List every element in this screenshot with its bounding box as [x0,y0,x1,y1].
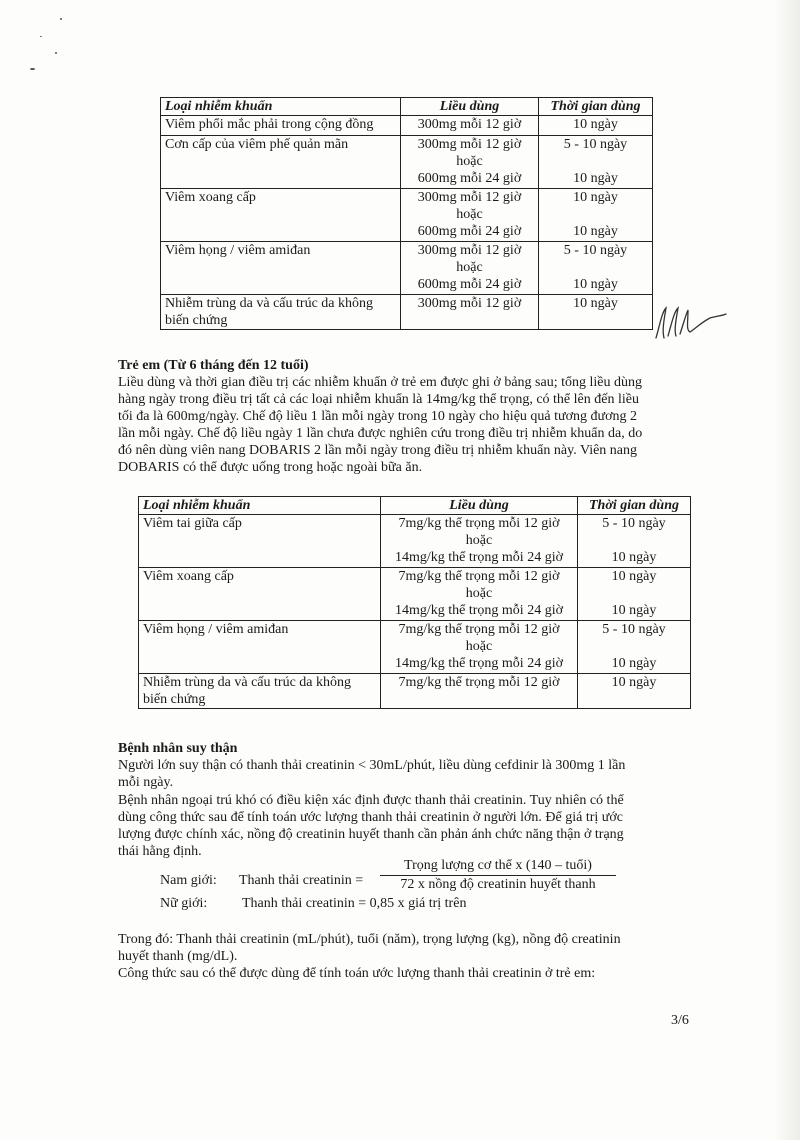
duration-cell-line: 10 ngày [573,117,618,132]
infection-type-cell-line: Viêm xoang cấp [143,569,234,584]
table-header-row [139,497,691,515]
dose-cell [401,189,539,242]
duration-cell-line: 5 - 10 ngày [602,516,666,531]
duration-cell-line [543,206,648,223]
dose-cell-line: 300mg mỗi 12 giờ [417,296,522,311]
child-dosage-table [138,496,691,709]
header-duration: Thời gian dùng [578,497,691,515]
duration-cell-line: 10 ngày [611,569,657,584]
renal-paragraph-4 [118,965,595,982]
dose-cell-line: 14mg/kg thể trọng mỗi 24 giờ [394,550,563,565]
renal-heading: Bệnh nhân suy thận [118,741,238,756]
scan-speck [55,52,57,54]
duration-cell [539,116,653,136]
table-header-row [161,98,653,116]
duration-cell [539,295,653,330]
duration-cell-line: 5 - 10 ngày [563,243,628,258]
dose-cell-line: 300mg mỗi 12 giờ [417,137,522,152]
text-line: huyết thanh (mg/dL). [118,949,238,964]
infection-type-cell [161,189,401,242]
dose-cell-line: 7mg/kg thể trọng mỗi 12 giờ [398,622,560,637]
duration-cell-line: 10 ngày [611,603,657,618]
infection-type-cell-line: Viêm họng / viêm amiđan [143,622,289,637]
infection-type-cell-line: Cơn cấp của viêm phế quản mãn [165,137,349,152]
text-line: Bệnh nhân ngoại trú khó có điều kiện xác định được thanh thải creatinin. Tuy nhiên có thể [118,793,624,808]
dose-cell-line: 300mg mỗi 12 giờ [417,190,522,205]
dose-cell [381,515,578,568]
text-line: đó nên dùng viên nang DOBARIS 2 lần mỗi ngày trong điều trị nhiễm khuẩn này. Viên nang [118,443,638,458]
dose-cell-line: 300mg mỗi 12 giờ [417,117,522,132]
formula-male-label: Nam giới: [160,873,217,888]
dose-cell-line: 14mg/kg thể trọng mỗi 24 giờ [394,656,563,671]
text-line: Công thức sau có thể được dùng để tính toán ước lượng thanh thải creatinin ở trẻ em: [118,966,596,981]
table-row [161,136,653,189]
dose-cell [381,621,578,674]
formula-denominator: 72 x nồng độ creatinin huyết thanh [400,877,596,892]
renal-paragraph-3 [118,931,621,965]
table-row [161,242,653,295]
text-line: Liều dùng và thời gian điều trị các nhiễm khuẩn ở trẻ em được ghi ở bảng sau; tổng liều dùng [118,375,642,390]
text-line: hàng ngày trong điều trị tất cả các loại nhiễm khuẩn là 14mg/kg thể trọng, có thể lên đến liều [118,392,639,407]
renal-paragraph-1 [118,757,625,791]
duration-cell-line: 10 ngày [573,190,618,205]
infection-type-cell-line: Viêm phổi mắc phải trong cộng đồng [165,117,374,132]
children-paragraph [118,374,642,476]
dose-cell-line: 600mg mỗi 24 giờ [417,171,522,186]
text-line: dùng công thức sau để tính toán ước lượng thanh thải creatinin ở người lớn. Để giá trị ước [118,810,623,825]
formula-fraction [380,858,616,893]
child-table-body [139,515,691,709]
dose-cell [381,674,578,709]
page-edge-shadow [774,0,800,1140]
scan-speck [60,18,62,20]
renal-paragraph-2 [118,792,624,860]
scan-speck [40,36,42,37]
duration-cell [578,568,691,621]
table-row [161,189,653,242]
text-line: Người lớn suy thận có thanh thải creatinin < 30mL/phút, liều dùng cefdinir là 300mg 1 lần [118,758,626,773]
duration-cell [539,189,653,242]
duration-cell [578,674,691,709]
duration-cell-line: 5 - 10 ngày [563,137,628,152]
infection-type-cell [139,621,381,674]
infection-type-cell [161,136,401,189]
duration-cell [578,515,691,568]
table-row [139,674,691,709]
formula-male-lhs: Thanh thải creatinin = [239,873,364,888]
infection-type-cell-line: Viêm xoang cấp [165,190,256,205]
infection-type-cell [161,242,401,295]
infection-type-cell-line: Nhiễm trùng da và cấu trúc da không [165,296,373,311]
duration-cell-line: 10 ngày [573,224,618,239]
dose-cell [401,295,539,330]
text-line: thái hằng định. [118,844,202,859]
duration-cell-line [543,259,648,276]
duration-cell-line: 10 ngày [611,550,657,565]
infection-type-cell-line: Viêm tai giữa cấp [143,516,242,531]
duration-cell-line: 10 ngày [611,656,657,671]
table-row [139,621,691,674]
formula-female-label: Nữ giới: [160,896,208,911]
duration-cell-line: 10 ngày [573,277,618,292]
dose-cell [401,242,539,295]
text-line: DOBARIS có thể được uống trong hoặc ngoài bữa ăn. [118,460,423,475]
text-line: tối đa là 600mg/ngày. Chế độ liều 1 lần mỗi ngày trong 10 ngày cho hiệu quả tương đương 2 [118,409,637,424]
duration-cell [539,136,653,189]
duration-cell-line: 5 - 10 ngày [602,622,666,637]
dose-cell-line: hoặc [465,586,493,601]
infection-type-cell [161,295,401,330]
header-duration: Thời gian dùng [539,98,653,116]
dose-cell [401,136,539,189]
duration-cell-line [582,532,686,549]
infection-type-cell [139,568,381,621]
adult-dosage-table [160,97,653,330]
dose-cell-line: hoặc [465,639,493,654]
dose-cell [401,116,539,136]
table-row [161,295,653,330]
dose-cell-line: hoặc [456,207,483,222]
duration-cell [578,621,691,674]
formula-numerator: Trọng lượng cơ thể x (140 – tuổi) [380,858,616,876]
header-infection-type: Loại nhiễm khuẩn [161,98,401,116]
infection-type-cell [139,515,381,568]
infection-type-cell [161,116,401,136]
infection-type-cell-line: biến chứng [143,692,206,707]
text-line: lần mỗi ngày. Chế độ liều ngày 1 lần chưa được nghiên cứu trong điều trị nhiễm khuẩn da, do [118,426,643,441]
header-infection-type: Loại nhiễm khuẩn [139,497,381,515]
text-line: mỗi ngày. [118,775,174,790]
text-line: lượng được chính xác, nồng độ creatinin huyết thanh cần phản ánh chức năng thận ở trạng [118,827,624,842]
table-row [139,515,691,568]
duration-cell-line: 10 ngày [611,675,657,690]
infection-type-cell-line: Viêm họng / viêm amiđan [165,243,311,258]
handwritten-signature [650,296,730,352]
dose-cell-line: 600mg mỗi 24 giờ [417,277,522,292]
dose-cell-line: 14mg/kg thể trọng mỗi 24 giờ [394,603,563,618]
duration-cell-line [543,153,648,170]
children-heading: Trẻ em (Từ 6 tháng đến 12 tuổi) [118,358,309,373]
dose-cell-line: 7mg/kg thể trọng mỗi 12 giờ [398,675,560,690]
infection-type-cell-line: Nhiễm trùng da và cấu trúc da không [143,675,351,690]
adult-table-body [161,116,653,330]
header-dose: Liều dùng [401,98,539,116]
dose-cell-line: 7mg/kg thể trọng mỗi 12 giờ [398,516,560,531]
text-line: Trong đó: Thanh thải creatinin (mL/phút), tuổi (năm), trọng lượng (kg), nồng độ creatinin [118,932,621,947]
table-row [161,116,653,136]
duration-cell-line: 10 ngày [573,296,618,311]
duration-cell-line [582,638,686,655]
dose-cell-line: 7mg/kg thể trọng mỗi 12 giờ [398,569,560,584]
formula-female: Thanh thải creatinin = 0,85 x giá trị trên [242,896,467,911]
infection-type-cell [139,674,381,709]
infection-type-cell-line: biến chứng [165,313,228,328]
dose-cell-line: hoặc [456,260,483,275]
dose-cell-line: hoặc [465,533,493,548]
duration-cell-line: 10 ngày [573,171,618,186]
duration-cell-line [582,585,686,602]
table-row [139,568,691,621]
duration-cell [539,242,653,295]
dose-cell-line: hoặc [456,154,483,169]
page-number: 3/6 [671,1013,689,1028]
dose-cell-line: 300mg mỗi 12 giờ [417,243,522,258]
scan-speck [30,68,35,70]
dose-cell [381,568,578,621]
header-dose: Liều dùng [381,497,578,515]
dose-cell-line: 600mg mỗi 24 giờ [417,224,522,239]
